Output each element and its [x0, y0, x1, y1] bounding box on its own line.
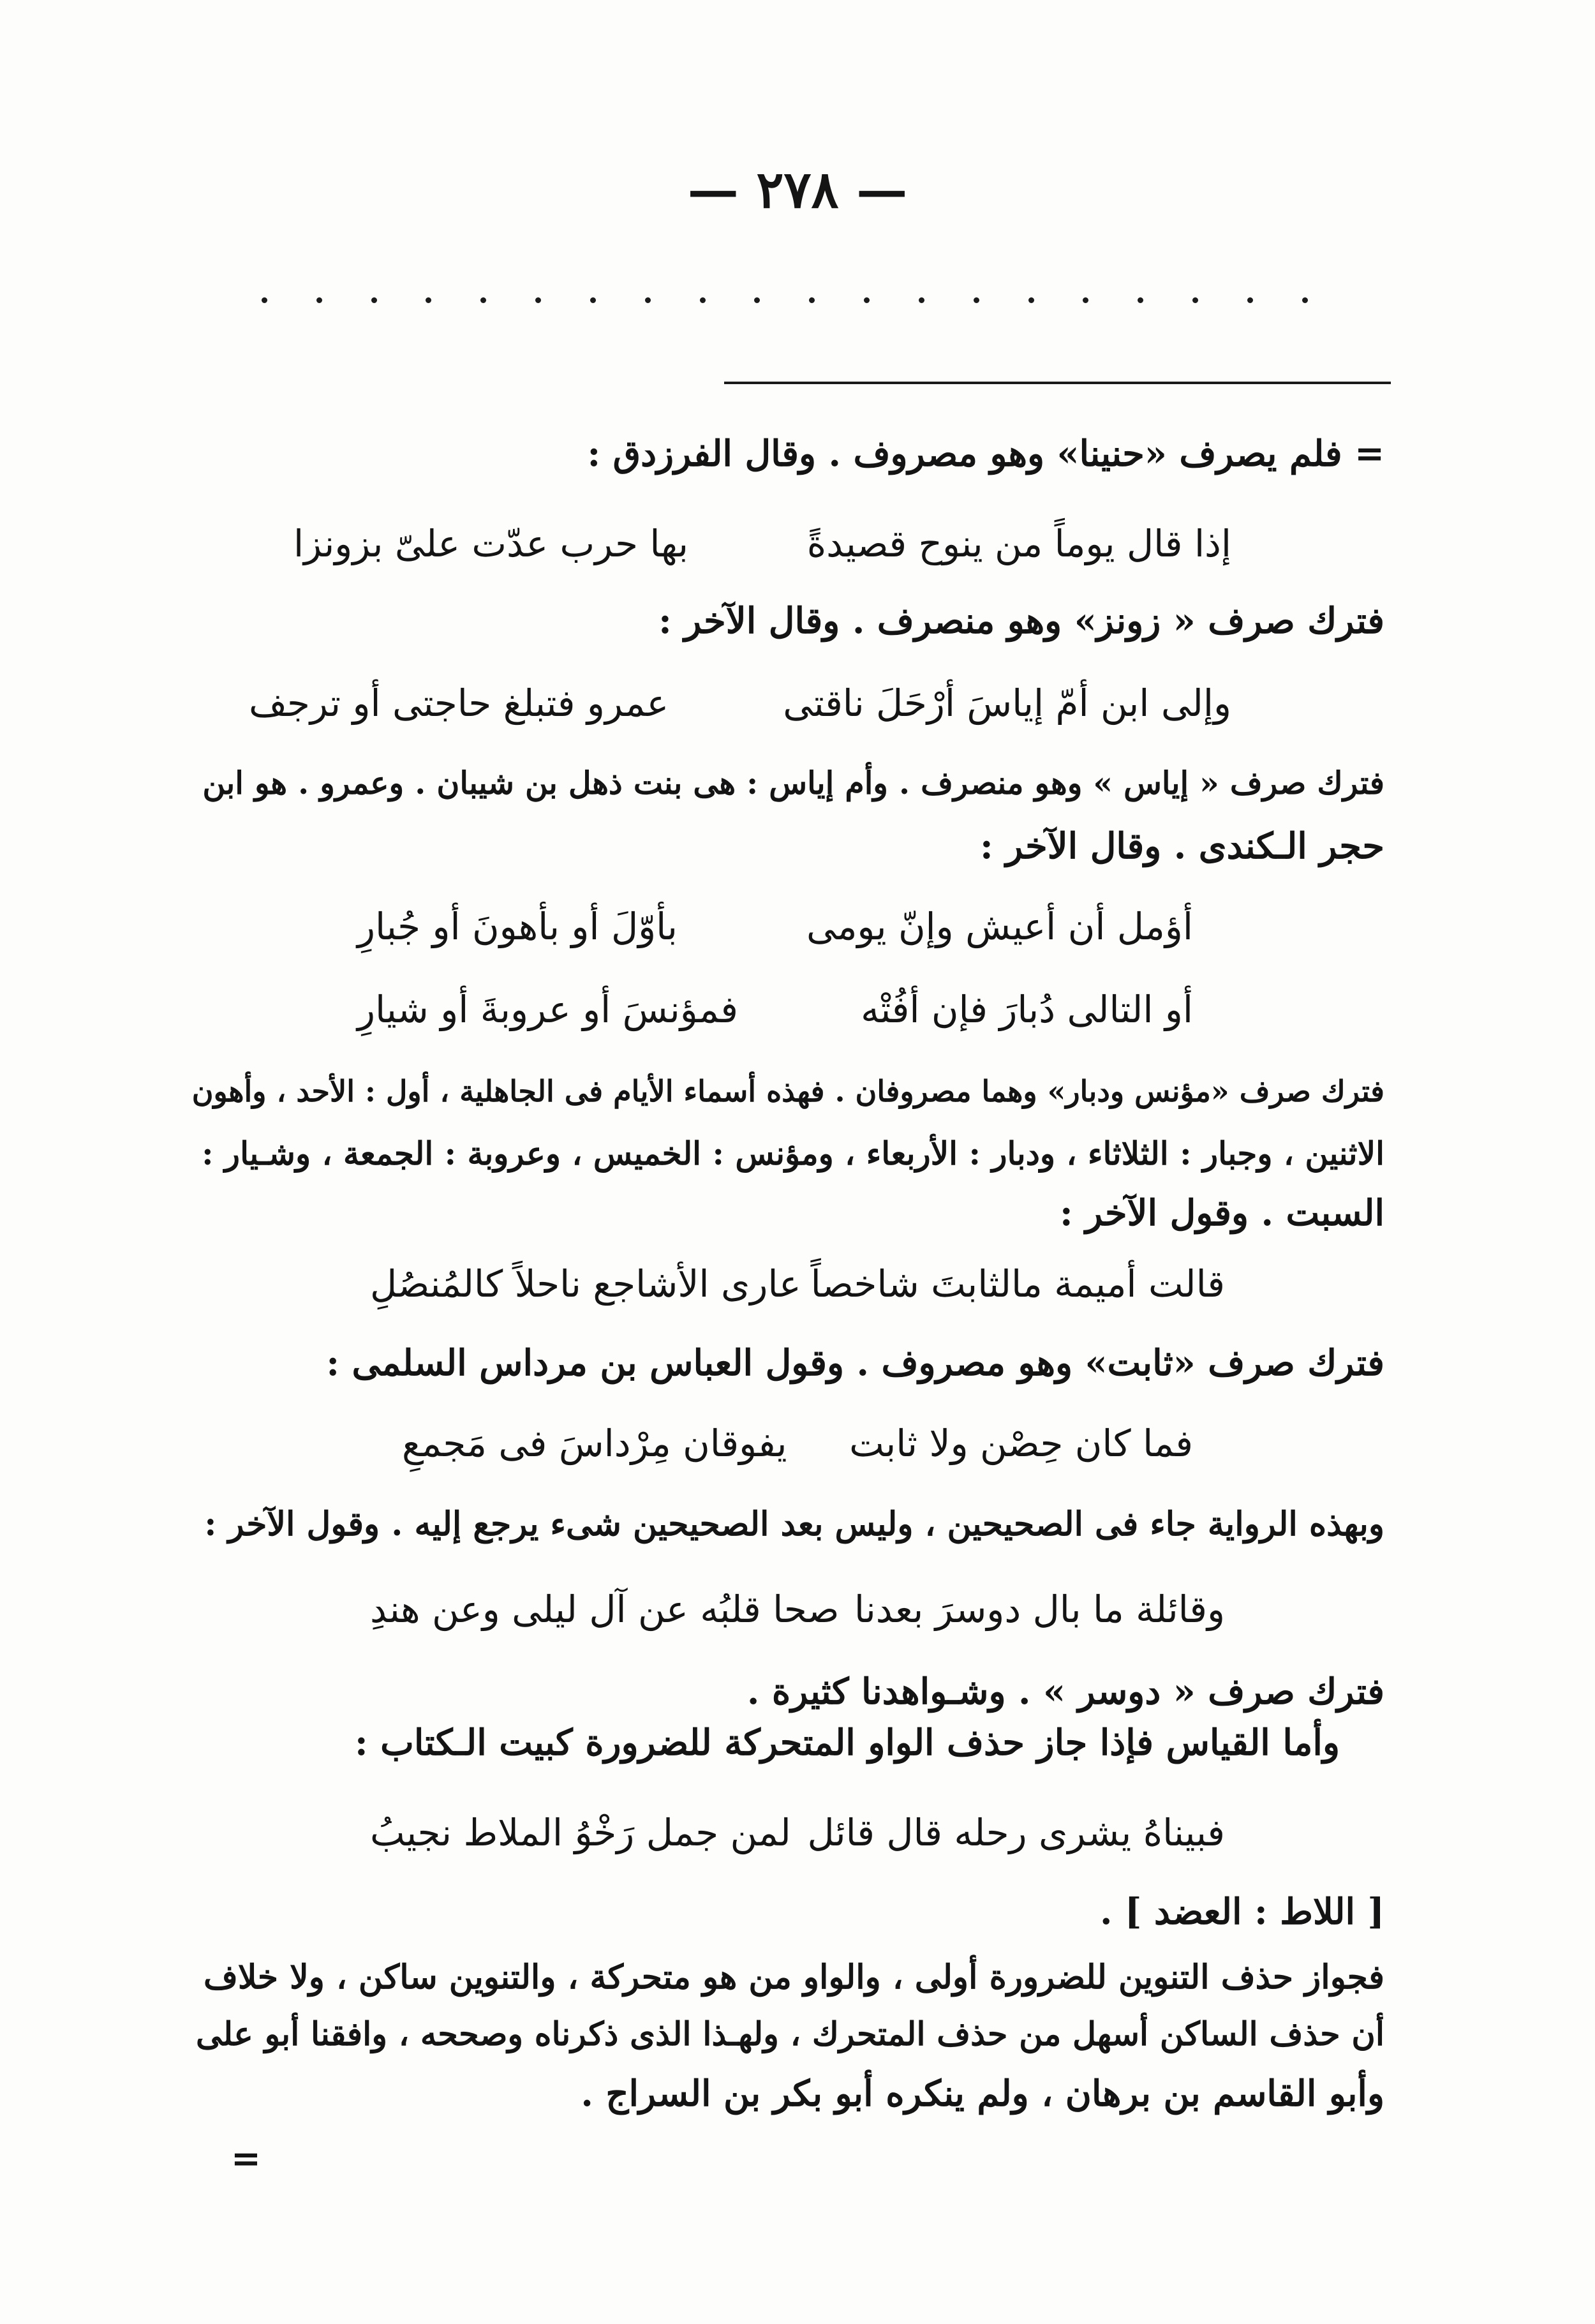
verse-first-hemistich: قالت أميمة مالثابتَ شاخصاً — [810, 1262, 1225, 1306]
text-line: فترك صرف «ثابت» وهو مصروف . وقول العباس بن مرداس السلمى : — [326, 1342, 1384, 1384]
ellipsis-dot — [754, 297, 760, 303]
verse-second-hemistich: فمؤنسَ أو عروبةَ أو شيارِ — [357, 988, 738, 1031]
ellipsis-dot — [700, 297, 706, 303]
ellipsis-dot-row — [262, 290, 1308, 309]
verse-second-hemistich: بها حرب عدّت علىّ بزونزا — [293, 522, 688, 565]
text-line: وبهذه الرواية جاء فى الصحيحين ، وليس بعد الصحيحين شىء يرجع إليه . وقول الآخر : — [204, 1505, 1384, 1544]
ellipsis-dot — [1028, 297, 1034, 303]
ellipsis-dot — [316, 297, 322, 303]
text-line: وأبو القاسم بن برهان ، ولم ينكره أبو بكر بن السراج . — [581, 2073, 1384, 2115]
verse-first-hemistich: فما كان حِصْن ولا ثابت — [849, 1422, 1193, 1465]
verse-first-hemistich: فبيناهُ يشرى رحله قال قائل — [807, 1811, 1225, 1854]
ellipsis-dot — [864, 297, 870, 303]
text-line: حجر الـكندى . وقال الآخر : — [980, 825, 1384, 867]
text-line: فترك صرف «مؤنس ودبار» وهما مصروفان . فهذه أسماء الأيام فى الجاهلية ، أول : الأحد ، وأهون — [191, 1074, 1384, 1108]
verse-second-hemistich: عمرو فتبلغ حاجتى أو ترجف — [249, 682, 669, 725]
ellipsis-dot — [974, 297, 979, 303]
text-line: أن حذف الساكن أسهل من حذف المتحرك ، ولهـذا الذى ذكرناه وصححه ، وافقنا أبو على — [196, 2015, 1384, 2053]
ellipsis-dot — [809, 297, 815, 303]
verse-first-hemistich: أو التالى دُبارَ فإن أفُتْه — [861, 988, 1193, 1031]
text-line: الاثنين ، وجبار : الثلاثاء ، ودبار : الأربعاء ، ومؤنس : الخميس ، وعروبة : الجمعة ، وشـيار : — [202, 1135, 1384, 1172]
verse-second-hemistich: بأوّلَ أو بأهونَ أو جُبارِ — [357, 905, 678, 948]
text-line: فجواز حذف التنوين للضرورة أولى ، والواو من هو متحركة ، والتنوين ساكن ، ولا خلاف — [203, 1958, 1384, 1997]
verse-first-hemistich: وقائلة ما بال دوسرَ بعدنا — [854, 1588, 1225, 1631]
verse-first-hemistich: وإلى ابن أمّ إياسَ أرْحَلَ ناقتى — [783, 682, 1231, 725]
verse-second-hemistich: يفوقان مِرْداسَ فى مَجمعِ — [402, 1422, 787, 1465]
ellipsis-dot — [535, 297, 541, 303]
ellipsis-dot — [371, 297, 377, 303]
verse-second-hemistich: لمن جمل رَخْوُ الملاط نجيبُ — [370, 1811, 791, 1854]
ellipsis-dot — [1138, 297, 1143, 303]
page-number: — ٢٧٨ — — [687, 160, 908, 220]
ellipsis-dot — [1302, 297, 1308, 303]
text-line: = فلم يصرف «حنينا» وهو مصروف . وقال الفرزدق : — [587, 433, 1384, 475]
text-line: السبت . وقول الآخر : — [1059, 1192, 1384, 1234]
verse-first-hemistich: إذا قال يوماً من ينوح قصيدةً — [806, 522, 1231, 565]
verse-first-hemistich: أؤمل أن أعيش وإنّ يومى — [806, 905, 1193, 948]
text-line: [ اللاط : العضد ] . — [1099, 1891, 1384, 1933]
ellipsis-dot — [1083, 297, 1088, 303]
continuation-mark: = — [231, 2138, 261, 2180]
text-line: وأما القياس فإذا جاز حذف الواو المتحركة للضرورة كبيت الـكتاب : — [354, 1722, 1340, 1764]
ellipsis-dot — [426, 297, 431, 303]
verse-second-hemistich: صحا قلبُه عن آل ليلى وعن هندِ — [370, 1588, 840, 1631]
ellipsis-dot — [590, 297, 596, 303]
ellipsis-dot — [919, 297, 924, 303]
text-line: فترك صرف « دوسر » . وشـواهدنا كثيرة . — [746, 1671, 1384, 1713]
ellipsis-dot — [262, 297, 267, 303]
ellipsis-dot — [645, 297, 651, 303]
ellipsis-dot — [480, 297, 486, 303]
text-line: فترك صرف « إياس » وهو منصرف . وأم إياس : هى بنت ذهل بن شيبان . وعمرو . هو ابن — [202, 764, 1384, 801]
footnote-separator-rule — [724, 382, 1391, 384]
ellipsis-dot — [1247, 297, 1253, 303]
verse-second-hemistich: عارى الأشاجع ناحلاً كالمُنصُلِ — [370, 1262, 801, 1306]
text-line: فترك صرف « زونز» وهو منصرف . وقال الآخر : — [658, 600, 1384, 642]
ellipsis-dot — [1192, 297, 1198, 303]
